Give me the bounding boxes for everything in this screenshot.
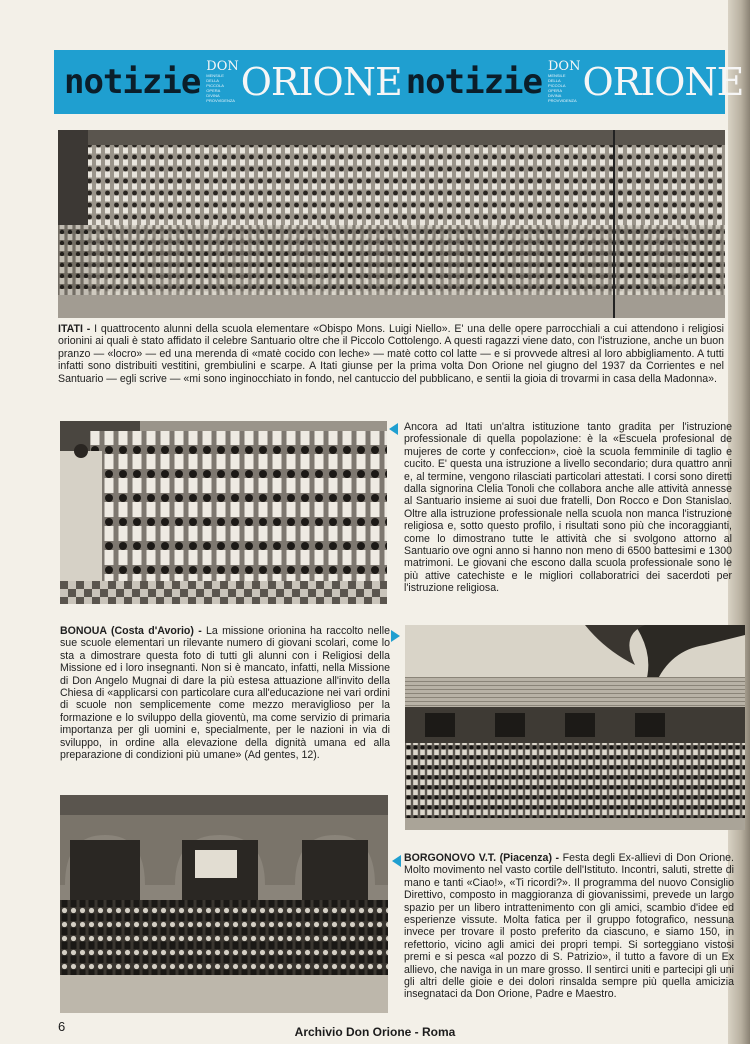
arrow-right-icon <box>391 630 400 642</box>
masthead-group-1 <box>64 60 406 104</box>
masthead-orione: ORIONE <box>582 60 744 104</box>
caption-bonoua-title: BONOUA (Costa d'Avorio) - <box>60 625 202 637</box>
masthead-tiny-line: PROVVIDENZA <box>206 98 235 103</box>
masthead-group-2 <box>406 60 748 104</box>
masthead-small-block <box>548 60 580 104</box>
caption-borgonovo-title: BORGONOVO V.T. (Piacenza) - <box>404 852 560 864</box>
caption-bonoua <box>60 625 390 761</box>
caption-itati <box>58 323 724 385</box>
footer-archive-credit: Archivio Don Orione - Roma <box>294 1025 456 1039</box>
masthead-tiny-line: MENSILE <box>206 73 224 78</box>
masthead-notizie: notizie <box>405 62 542 102</box>
masthead-orione: ORIONE <box>240 60 402 104</box>
masthead-tiny-line: OPERA <box>547 88 562 93</box>
caption-itati-title: ITATI - <box>58 323 91 335</box>
caption-itati-body: I quattrocento alunni della scuola elementare «Obispo Mons. Luigi Niello». E' una delle opere parrocchiali a cui attendono i religiosi orionini ai quali è stato affidato il celebre Santuario oltre che il Piccolo Cottolengo. A questi ragazzi viene dato, con l'istruzione, anche un buon pranzo — «locro» — ed una merenda di «matè cocido con leche» — matè cotto col latte — e si provvede altresì al loro abbigliamento. A tutti infatti sono distribuiti vestitini, grembiulini e scarpe. A Itati giunse per la prima volta Don Orione nel giugno del 1937 da Corrientes e nel Santuario — egli scrive — «mi sono inginocchiato in fondo, nel cantuccio del pubblicano, e sentii la gioia di trovarmi in casa della Madonna». <box>58 323 724 385</box>
masthead-tiny-line: MENSILE <box>547 73 566 78</box>
masthead-tiny-line: OPERA <box>206 88 221 93</box>
masthead-tiny-line: PICCOLA <box>206 83 224 88</box>
masthead-notizie: notizie <box>64 62 201 102</box>
photo-borgonovo-ex-allievi <box>60 795 388 1013</box>
caption-borgonovo <box>404 852 734 1001</box>
masthead-tiny-line: DELLA <box>206 78 219 83</box>
caption-itati-sewing-school: Ancora ad Itati un'altra istituzione tanto gradita per l'istruzione professionale di quella popolazione: è la «Escuela profesional de mujeres de corte y confeccion», cioè la scuola femminile di taglio e cucito. E' questa una istruzione a livello secondario; dura quattro anni e, al termine, vengono rilasciati particolari attestati. I corsi sono diretti dalla signorina Clelia Tonoli che collabora anche alle attività annesse al Santuario insieme ai suoi due fratelli, Don Rocco e Don Stanislao. Oltre alla istruzione professionale nella scuola non manca l'istruzione religiosa e, sotto questo profilo, i risultati sono più che incoraggianti, come lo dimostrano tutte le attività che si svolgono attorno al Santuario ove ogni anno si hanno non meno di 6500 battesimi e 1300 matrimoni. Le giovani che escono dalla scuola professionale sono le più attive catechiste e le migliori collaboratrici dei sacerdoti per l'istruzione religiosa. <box>404 421 732 595</box>
masthead-tiny-line: DIVINA <box>206 93 220 98</box>
masthead-tiny-line: PICCOLA <box>547 83 566 88</box>
page-number: 6 <box>58 1019 66 1034</box>
arrow-left-icon <box>389 423 398 435</box>
masthead-tiny-line: DIVINA <box>547 93 562 98</box>
masthead-tiny-line: PROVVIDENZA <box>547 98 577 103</box>
masthead <box>54 50 744 114</box>
masthead-don: DON <box>206 59 239 74</box>
caption-bonoua-body: La missione orionina ha raccolto nelle sue scuole elementari un rilevante numero di giovani scolari, come lo sta a dimostrare questa foto di tutti gli alunni con i Religiosi della Missione ed i loro insegnanti. Non si è mancato, infatti, nella Missione di Don Angelo Mugnai di dare la più estesa attuazione all'invito della Chiesa di «applicarsi con particolare cura all'educazione nei vari ordini di scuole non semplicemente come mezzo meraviglioso per la formazione e lo sviluppo della gioventù, ma come servizio di primaria importanza per gli uomini e, specialmente, per le nazioni in via di sviluppo, in ordine alla elevazione della dignità umana ed alla preparazione di condizioni più umane» (Ad gentes, 12). <box>60 625 390 762</box>
photo-bonoua-mission-school <box>405 625 745 830</box>
masthead-small-block <box>206 60 238 104</box>
photo-sewing-school-group <box>60 421 387 604</box>
photo-itati-school-group <box>58 130 725 318</box>
masthead-don: DON <box>547 59 581 74</box>
arrow-left-icon <box>392 855 401 867</box>
caption-borgonovo-body: Festa degli Ex-allievi di Don Orione. Molto movimento nel vasto cortile dell'Istituto. Incontri, saluti, strette di mano e tanti «Ciao!», «Ti ricordi?». Il programma del nuovo Consiglio Direttivo, composto in maggioranza di giovanissimi, prevede un largo spazio per un libero intrattenimento con gli amici, scambio d'idee ed esperienze vissute. Molta fatica per il gruppo fotografico, nessuna invece per trovare il posto preferito da ciascuno, e siamo 150, in refettorio, vicino agli amici dei propri tempi. Si sorteggiano vistosi premi e si pesca «al pozzo di S. Patrizio», il tutto a favore di un Ex allievo, che naviga in un mare grosso. Il sentirci uniti e partecipi gli uni gli altri delle gioie e dei dolori rinsalda sempre più quella amicizia insegnataci da Don Orione, Padre e Maestro. <box>404 852 734 1001</box>
masthead-tiny-line: DELLA <box>547 78 561 83</box>
